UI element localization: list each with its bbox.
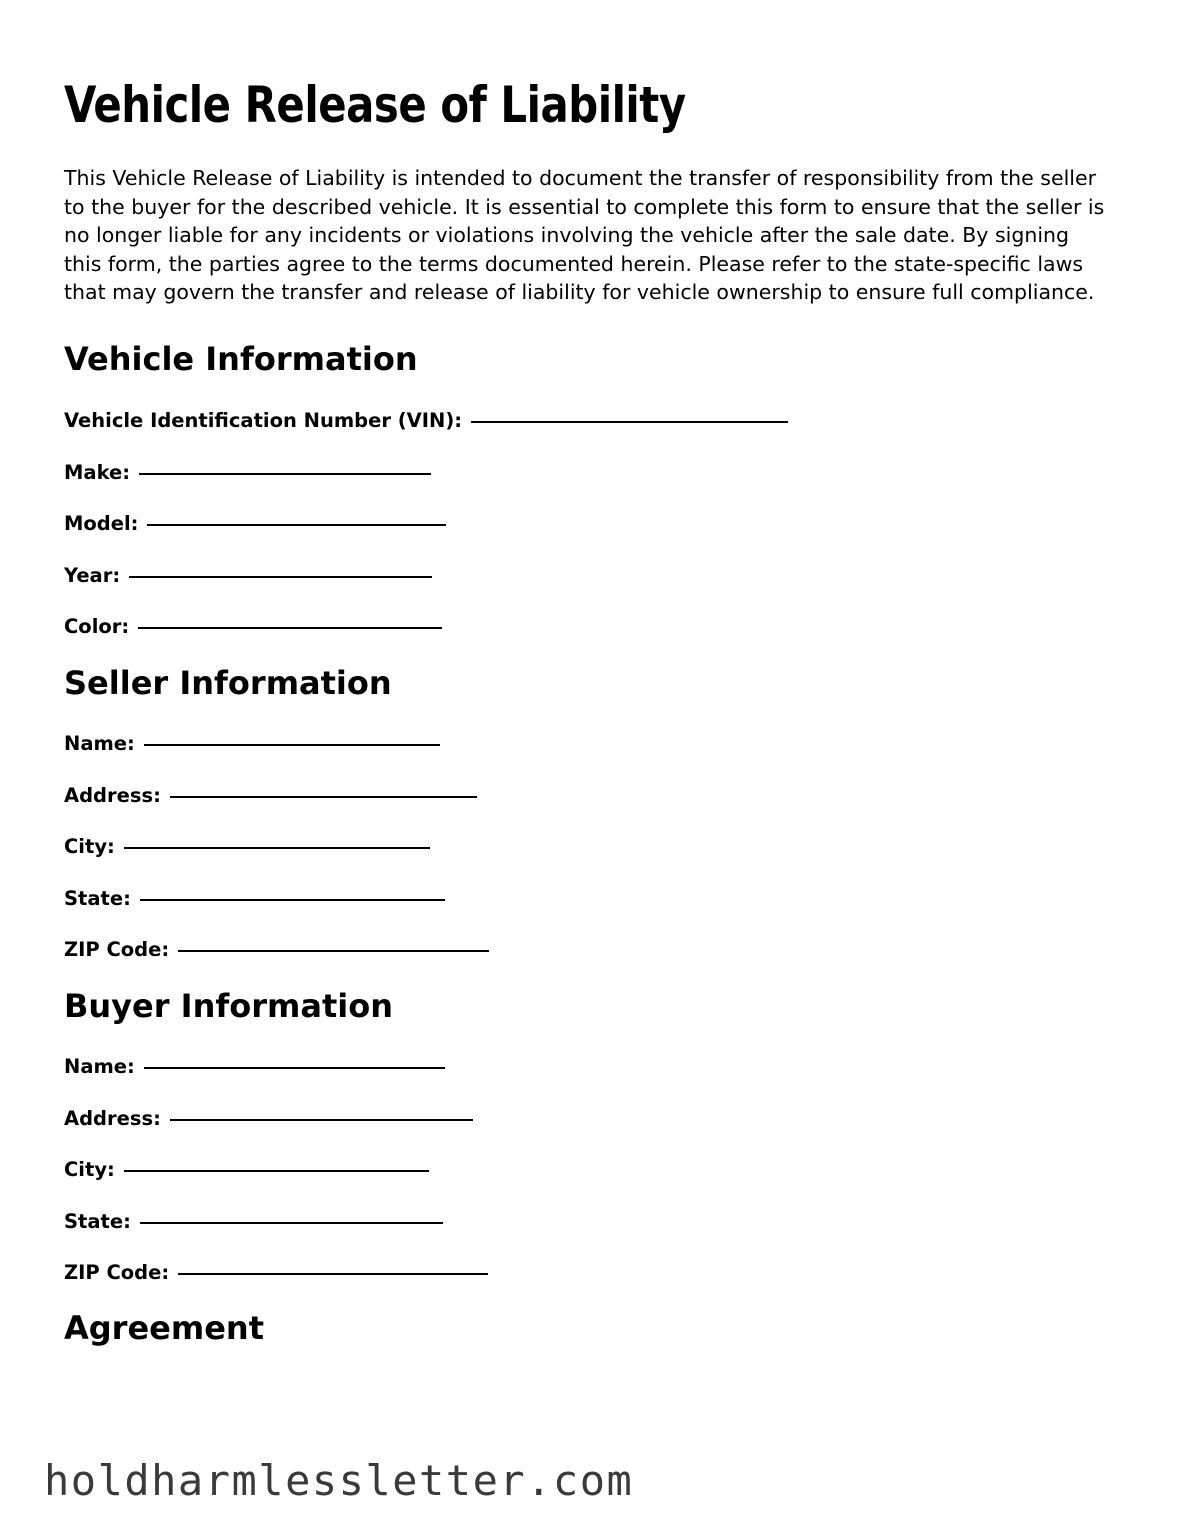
footer-watermark: holdharmlessletter.com — [44, 1456, 634, 1505]
field-seller-state[interactable] — [64, 858, 1114, 909]
field-label: Color: — [64, 615, 130, 639]
field-blank-line[interactable] — [124, 847, 430, 849]
field-label: Name: — [64, 1055, 135, 1079]
field-model[interactable] — [64, 483, 1114, 534]
field-label: Name: — [64, 732, 135, 756]
field-blank-line[interactable] — [140, 1222, 443, 1224]
buyer-information-fields — [64, 1025, 1114, 1283]
document-body — [64, 0, 1114, 1347]
field-color[interactable] — [64, 586, 1114, 637]
field-buyer-address[interactable] — [64, 1078, 1114, 1129]
field-buyer-name[interactable] — [64, 1025, 1114, 1077]
section-heading-vehicle-information: Vehicle Information — [64, 339, 418, 378]
section-heading-seller-information: Seller Information — [64, 664, 392, 703]
field-label: ZIP Code: — [64, 938, 170, 962]
field-make[interactable] — [64, 432, 1114, 483]
field-blank-line[interactable] — [178, 950, 489, 952]
field-buyer-city[interactable] — [64, 1129, 1114, 1180]
field-blank-line[interactable] — [147, 524, 446, 526]
field-seller-city[interactable] — [64, 806, 1114, 857]
field-blank-line[interactable] — [140, 899, 445, 901]
field-seller-address[interactable] — [64, 755, 1114, 806]
page-title: Vehicle Release of Liability — [64, 76, 686, 134]
field-blank-line[interactable] — [124, 1170, 429, 1172]
field-buyer-zip-code[interactable] — [64, 1232, 1114, 1283]
field-label: Make: — [64, 460, 131, 484]
section-heading-agreement: Agreement — [64, 1309, 264, 1348]
field-label: City: — [64, 835, 115, 859]
field-blank-line[interactable] — [170, 1119, 473, 1121]
field-label: State: — [64, 886, 131, 910]
field-blank-line[interactable] — [138, 627, 442, 629]
field-label: ZIP Code: — [64, 1261, 170, 1285]
field-blank-line[interactable] — [129, 576, 432, 578]
field-seller-name[interactable] — [64, 702, 1114, 754]
field-label: State: — [64, 1209, 131, 1233]
field-label: Vehicle Identification Number (VIN): — [64, 409, 463, 433]
field-vin[interactable] — [64, 377, 1114, 431]
field-buyer-state[interactable] — [64, 1181, 1114, 1232]
field-blank-line[interactable] — [170, 796, 477, 798]
field-year[interactable] — [64, 535, 1114, 586]
field-label: Year: — [64, 563, 121, 587]
field-label: Address: — [64, 1106, 161, 1130]
field-label: Address: — [64, 783, 161, 807]
field-blank-line[interactable] — [139, 473, 431, 475]
field-seller-zip-code[interactable] — [64, 909, 1114, 960]
intro-paragraph: This Vehicle Release of Liability is intended to document the transfer of responsibility from the seller to the buyer for the described vehicle. It is essential to complete this form to ensure that the seller is no longer liable for any incidents or violations involving the vehicle after the sale date. By signing this form, the parties agree to the terms documented herein. Please refer to the state-specific laws that may govern the transfer and release of liability for vehicle ownership to ensure full compliance. — [64, 166, 1105, 304]
field-blank-line[interactable] — [144, 1067, 445, 1069]
field-blank-line[interactable] — [178, 1273, 488, 1275]
section-heading-buyer-information: Buyer Information — [64, 987, 393, 1026]
field-blank-line[interactable] — [471, 421, 788, 423]
seller-information-fields — [64, 702, 1114, 960]
vehicle-information-fields — [64, 377, 1114, 637]
field-label: City: — [64, 1158, 115, 1182]
field-blank-line[interactable] — [144, 744, 440, 746]
field-label: Model: — [64, 512, 139, 536]
